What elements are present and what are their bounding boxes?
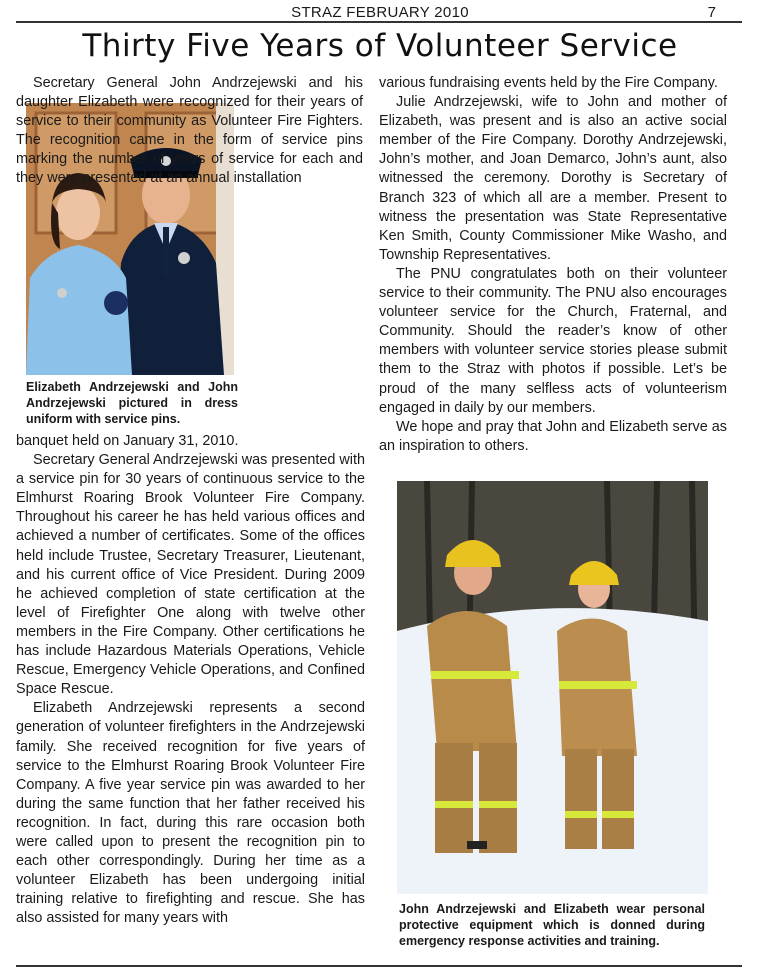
page-number: 7 [707, 4, 716, 21]
paragraph-fundraising: various fundraising events held by the Fire Company. [379, 75, 718, 91]
photo2-caption: John Andrzejewski and Elizabeth wear personal protective equipment which is donned during emergency response activities and training. [399, 902, 705, 948]
article-headline: Thirty Five Years of Volunteer Service [82, 28, 678, 64]
footer-rule [16, 965, 742, 967]
left-column [16, 432, 365, 928]
header-rule [16, 21, 742, 23]
paragraph-pnu: The PNU congratulates both on their volunteer service to their community. The PNU also encourages volunteer service for the Church, Fraternal, and Community. Should the reader’s know of other members with volunteer service stories please submit them to the Straz with photos if possible. Let’s be proud of the many selfless acts of volunteerism engaged in daily by our members. [379, 265, 727, 416]
intro-ending: banquet held on January 31, 2010. [16, 433, 239, 449]
paragraph-family: Julie Andrzejewski, wife to John and mother of Elizabeth, was present and is also an active social member of the Fire Company. Dorothy Andrzejewski, John’s mother, and Joan Demarco, John’s aunt, also witnessed the ceremony. Dorothy is Secretary of Branch 323 of which all are a member. Present to witness the presentation was State Representative Ken Smith, County Commissioner Mike Washo, and Township Representatives. [379, 94, 727, 263]
paragraph-elizabeth: Elizabeth Andrzejewski represents a second generation of volunteer firefighters in the Andrzejewski family. She received recognition for five years of service to the Elmhurst Roaring Brook Volunteer Fire Company. A five year service pin was awarded to her during the same function that her father received his recognition. In fact, during this rare occasion both were called upon to present the recognition pin to each other correspondingly. During her time as a volunteer Elizabeth has been undergoing initial training relative to firefighting and rescue. She has also assisted for many years with [16, 700, 365, 927]
running-header: STRAZ FEBRUARY 2010 [291, 4, 469, 21]
paragraph-john: Secretary General Andrzejewski was presented with a service pin for 30 years of continuous service to the Elmhurst Roaring Brook Volunteer Fire Company. Throughout his career he has held various offices and achieved a number of certificates. Some of the offices held include Trustee, Secretary Treasurer, Lieutenant, and his current office of Vice President. During 2009 he achieved completion of state certification at the level of Firefighter One along with twelve other members in the Fire Company. Other certifications he has include Hazardous Materials Operations, Vehicle Rescue, Emergency Vehicle Operations, and Confined Space Rescue. [16, 452, 365, 698]
turnout-gear-photo [397, 481, 708, 894]
paragraph-closing: We hope and pray that John and Elizabeth serve as an inspiration to others. [379, 418, 727, 454]
article-intro-wrap [16, 74, 363, 189]
right-column [379, 74, 727, 456]
photo1-caption: Elizabeth Andrzejewski and John Andrzejewski pictured in dress uniform with service pins. [26, 380, 238, 426]
article-intro-text: Secretary General John Andrzejewski and his daughter Elizabeth were recognized for their years of service to their community as Volunteer Fire Fighters. The recognition came in the form of service pins marking the number of years of service for each and they were presented at an annual installation [16, 75, 363, 187]
